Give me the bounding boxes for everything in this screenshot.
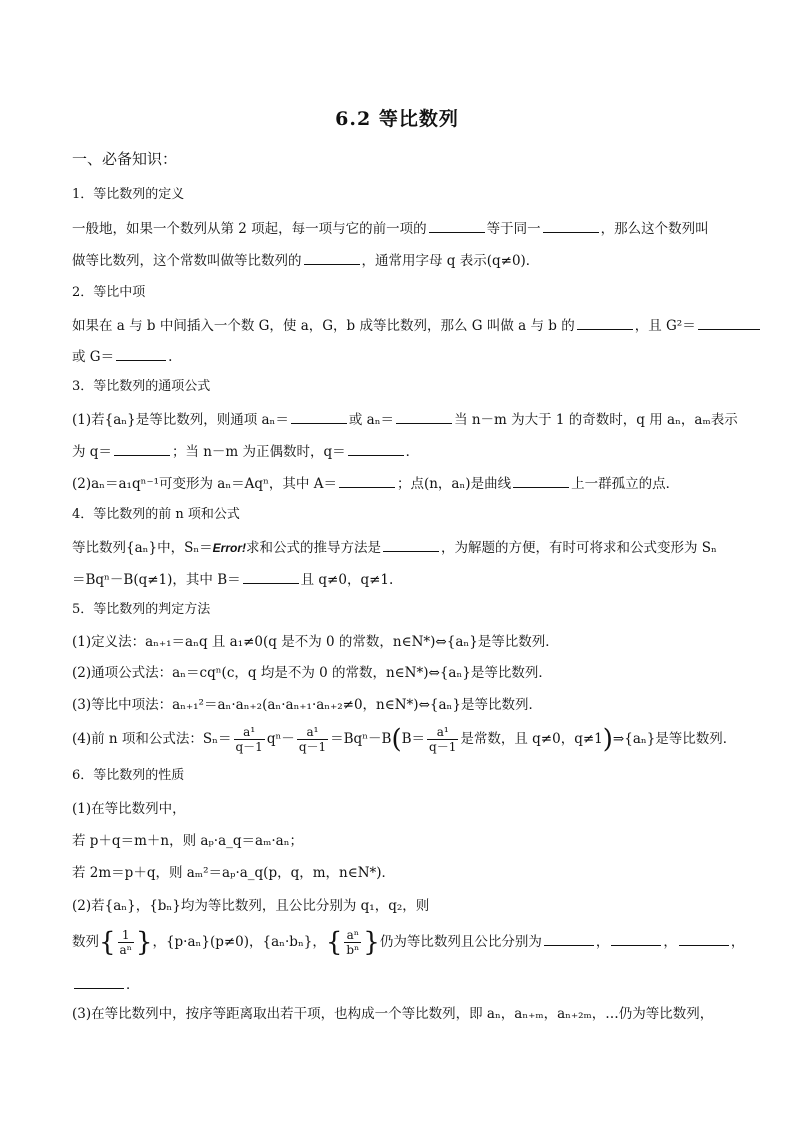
right-brace: } — [135, 927, 153, 958]
heading-general-term: 3．等比数列的通项公式 — [72, 379, 211, 394]
heading-properties: 6．等比数列的性质 — [72, 768, 185, 783]
blank[interactable] — [348, 441, 404, 456]
blank[interactable] — [429, 218, 485, 233]
heading-sum-formula: 4．等比数列的前 n 项和公式 — [72, 507, 240, 522]
general-term-line-1: (1)若{aₙ}是等比数列，则通项 aₙ＝ 或 aₙ＝ 当 n－m 为大于 1 的奇数时，q 用 aₙ，aₘ表示 — [72, 409, 726, 429]
fraction: $\frac{\text{a¹}}{q-1}$ — [298, 725, 327, 754]
general-term-line-2: 为 q＝ ；当 n－m 为正偶数时，q＝ ． — [72, 441, 726, 461]
properties-line-6: ． — [72, 974, 726, 994]
sum-formula-line-2: ＝Bqⁿ－B(q≠1)，其中 B＝ 且 q≠0，q≠1. — [72, 569, 726, 589]
criteria-sum-formula: (4)前 n 项和公式法：Sₙ＝ $\frac{\text{a¹}}{q-1}$ qⁿ－ $\frac{\text{a¹}}{q-1}$ ＝Bqⁿ－B(B＝ $\frac{\text{a¹}}{q-1}$ 是常数，且 q≠0，q≠1)⇒{aₙ}是等比数列． — [72, 724, 737, 755]
blank[interactable] — [114, 441, 170, 456]
fraction: $\frac{\text{a¹}}{q-1}$ — [235, 725, 263, 754]
properties-line-1: (1)在等比数列中， — [72, 801, 186, 817]
blank[interactable] — [116, 346, 166, 361]
properties-line-4: (2)若{aₙ}，{bₙ}均为等比数列，且公比分别为 q₁，q₂，则 — [72, 898, 430, 914]
general-term-line-3: (2)aₙ＝a₁qⁿ⁻¹可变形为 aₙ＝Aqⁿ，其中 A＝ ；点(n，aₙ)是曲线 上一群孤立的点． — [72, 473, 726, 493]
definition-line-2: 做等比数列，这个常数叫做等比数列的 ，通常用字母 q 表示(q≠0)． — [72, 250, 726, 270]
definition-line-1: 一般地，如果一个数列从第 2 项起，每一项与它的前一项的 等于同一 ，那么这个数列叫 — [72, 218, 726, 238]
properties-line-3: 若 2m＝p＋q，则 aₘ²＝aₚ·a_q(p，q，m，n∈N*)． — [72, 865, 396, 881]
blank[interactable] — [243, 569, 299, 584]
sum-formula-line-1: 等比数列{aₙ}中，Sₙ＝Error!求和公式的推导方法是 ，为解题的方便，有时可将求和公式变形为 Sₙ — [72, 537, 726, 557]
properties-line-2: 若 p＋q＝m＋n，则 aₚ·a_q＝aₘ·aₙ； — [72, 833, 304, 849]
blank[interactable] — [304, 250, 360, 265]
geometric-mean-line-2: 或 G＝ . — [72, 346, 726, 366]
blank[interactable] — [396, 409, 452, 424]
blank[interactable] — [544, 931, 594, 946]
blank[interactable] — [74, 974, 124, 989]
geometric-mean-line-1: 如果在 a 与 b 中间插入一个数 G，使 a，G，b 成等比数列，那么 G 叫做 a 与 b 的 ，且 G²＝ — [72, 315, 726, 335]
heading-geometric-mean: 2．等比中项 — [72, 285, 146, 300]
heading-definition: 1．等比数列的定义 — [72, 187, 185, 202]
fraction: $\frac{\text{a¹}}{q-1}$ — [429, 725, 457, 754]
error-placeholder: Error! — [212, 541, 246, 555]
page-title: 6.2 等比数列 — [335, 108, 459, 130]
blank[interactable] — [383, 537, 439, 552]
blank[interactable] — [698, 315, 760, 330]
heading-criteria: 5．等比数列的判定方法 — [72, 602, 211, 617]
blank[interactable] — [339, 473, 395, 488]
blank[interactable] — [543, 218, 599, 233]
right-brace: } — [363, 927, 380, 958]
blank[interactable] — [513, 473, 569, 488]
right-paren: ) — [602, 724, 613, 755]
left-brace: { — [325, 927, 343, 958]
criteria-geometric-mean: (3)等比中项法：aₙ₊₁²＝aₙ·aₙ₊₂(aₙ·aₙ₊₁·aₙ₊₂≠0，n∈N*)⇔{aₙ}是等比数列． — [72, 697, 542, 713]
blank[interactable] — [679, 931, 729, 946]
properties-line-7: (3)在等比数列中，按序等距离取出若干项，也构成一个等比数列，即 aₙ，aₙ₊ₘ，aₙ₊₂ₘ，…仍为等比数列， — [72, 1006, 714, 1022]
blank[interactable] — [291, 409, 347, 424]
fraction: $\frac{1}{\text{aⁿ}}$ — [119, 928, 132, 957]
left-brace: { — [99, 927, 116, 958]
criteria-definition: (1)定义法：aₙ₊₁＝aₙq 且 a₁≠0(q 是不为 0 的常数，n∈N*)⇔{aₙ}是等比数列． — [72, 634, 559, 650]
properties-line-5: 数列{ $\frac{1}{\text{aⁿ}}$ }，{p·aₙ}(p≠0)，{aₙ·bₙ}，{ $\frac{\text{aⁿ}}{\text{bⁿ}}$ }仍为等比数列且公比分别为 ， ， ， — [72, 927, 745, 958]
blank[interactable] — [577, 315, 633, 330]
blank[interactable] — [611, 931, 661, 946]
criteria-general-term: (2)通项公式法：aₙ＝cqⁿ(c，q 均是不为 0 的常数，n∈N*)⇔{aₙ}是等比数列． — [72, 665, 552, 681]
section-heading-knowledge: 一、必备知识： — [72, 150, 178, 168]
fraction: $\frac{\text{aⁿ}}{\text{bⁿ}}$ — [346, 928, 360, 957]
left-paren: ( — [391, 724, 402, 755]
